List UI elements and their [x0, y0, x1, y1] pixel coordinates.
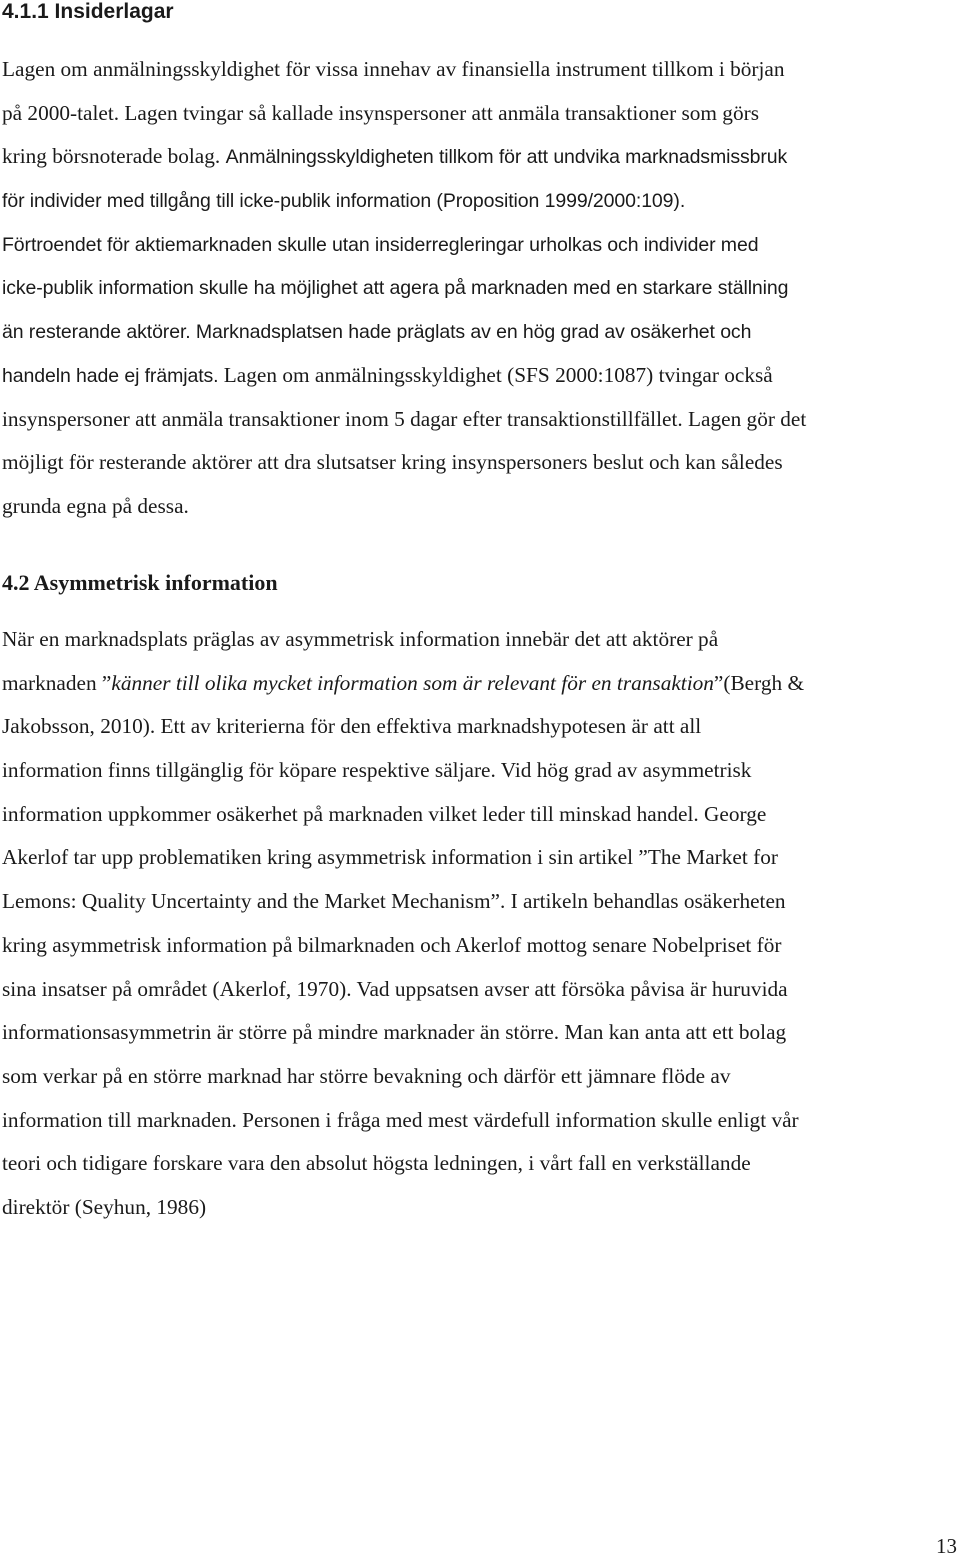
text-segment: som verkar på en större marknad har större bevakning och därför ett jämnare flöde av [2, 1063, 731, 1088]
text-line [2, 662, 960, 706]
text-segment: kring asymmetrisk information på bilmarknaden och Akerlof mottog senare Nobelpriset för [2, 932, 782, 957]
text-line [2, 924, 960, 968]
section-heading-asymmetrisk-information: 4.2 Asymmetrisk information [2, 570, 278, 595]
text-line [2, 1186, 960, 1230]
text-segment: kring börsnoterade bolag. [2, 144, 226, 169]
text-line [2, 92, 960, 136]
section-heading-insiderlagar: 4.1.1 Insiderlagar [2, 0, 174, 23]
text-line [2, 135, 960, 179]
text-line [2, 179, 960, 223]
text-segment: Akerlof tar upp problematiken kring asymmetrisk information i sin artikel ”The Market for [2, 845, 778, 870]
text-segment: för individer med tillgång till icke-publik information (Proposition 1999/2000:109). [2, 190, 686, 213]
text-line [2, 354, 960, 398]
text-segment: än resterande aktörer. Marknadsplatsen hade präglats av en hög grad av osäkerhet och [2, 321, 752, 344]
text-segment: känner till olika mycket information som är relevant för en transaktion [111, 670, 714, 695]
text-segment: handeln hade ej främjats. [2, 364, 224, 387]
text-segment: information uppkommer osäkerhet på marknaden vilket leder till minskad handel. George [2, 801, 767, 826]
text-line [2, 705, 960, 749]
text-line [2, 1099, 960, 1143]
text-line [2, 880, 960, 924]
text-segment: på 2000-talet. Lagen tvingar så kallade insynspersoner att anmäla transaktioner som görs [2, 100, 759, 125]
text-line [2, 1055, 960, 1099]
text-line [2, 310, 960, 354]
text-line [2, 793, 960, 837]
text-line [2, 223, 960, 267]
text-line [2, 749, 960, 793]
text-line [2, 618, 960, 662]
text-segment: Lagen om anmälningsskyldighet för vissa innehav av finansiella instrument tillkom i början [2, 57, 785, 81]
text-segment: Förtroendet för aktiemarknaden skulle utan insiderregleringar urholkas och individer med [2, 233, 759, 256]
text-segment: ”(Bergh & [713, 670, 805, 695]
paragraph-insiderlagar [2, 48, 960, 529]
text-segment: Jakobsson, 2010). Ett av kriterierna för den effektiva marknadshypotesen är att all [2, 714, 702, 739]
text-line [2, 266, 960, 310]
text-segment: När en marknadsplats präglas av asymmetrisk information innebär det att aktörer på [2, 627, 719, 651]
text-line [2, 398, 960, 442]
text-segment: informationsasymmetrin är större på mindre marknader än större. Man kan anta att ett bolag [2, 1020, 787, 1045]
text-line [2, 1011, 960, 1055]
text-segment: icke-publik information skulle ha möjlighet att agera på marknaden med en starkare ställning [2, 277, 789, 300]
text-line [2, 441, 960, 485]
text-segment: grunda egna på dessa. [2, 493, 189, 518]
text-segment: information till marknaden. Personen i fråga med mest värdefull information skulle enligt vår [2, 1107, 799, 1132]
text-line [2, 485, 960, 529]
paragraph-asymmetrisk-information [2, 618, 960, 1230]
text-segment: insynspersoner att anmäla transaktioner inom 5 dagar efter transaktionstillfället. Lagen gör det [2, 406, 807, 431]
text-segment: Lemons: Quality Uncertainty and the Market Mechanism”. I artikeln behandlas osäkerheten [2, 889, 786, 914]
text-segment: Lagen om anmälningsskyldighet (SFS 2000:1087) tvingar också [223, 362, 773, 387]
text-segment: direktör (Seyhun, 1986) [2, 1194, 207, 1219]
text-segment: teori och tidigare forskare vara den absolut högsta ledningen, i vårt fall en verkställande [2, 1151, 751, 1176]
page-number: 13 [936, 1534, 957, 1558]
text-segment: möjligt för resterande aktörer att dra slutsatser kring insynspersoners beslut och kan således [2, 450, 783, 475]
text-segment: information finns tillgänglig för köpare respektive säljare. Vid hög grad av asymmetrisk [2, 758, 752, 783]
text-line [2, 836, 960, 880]
text-segment: marknaden ” [2, 670, 112, 695]
text-line [2, 1142, 960, 1186]
text-segment: sina insatser på området (Akerlof, 1970). Vad uppsatsen avser att försöka påvisa är huruvida [2, 976, 788, 1001]
text-segment: Anmälningsskyldigheten tillkom för att undvika marknadsmissbruk [225, 146, 788, 169]
text-line [2, 968, 960, 1012]
text-line [2, 48, 960, 92]
